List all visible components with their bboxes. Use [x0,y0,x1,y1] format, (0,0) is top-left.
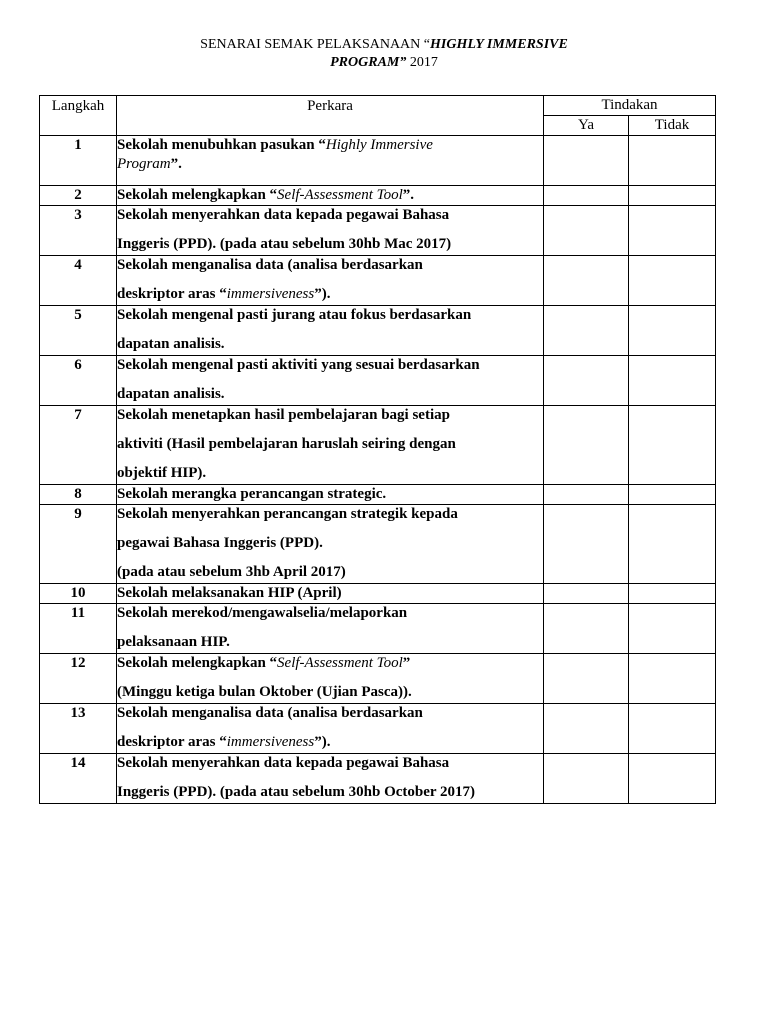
no-checkbox-cell[interactable] [629,485,716,505]
table-row [40,505,716,584]
table-row [40,604,716,654]
item-text-line: pegawai Bahasa Inggeris (PPD). [117,535,323,551]
no-checkbox-cell[interactable] [629,306,716,356]
title-emphasis-1: HIGHLY IMMERSIVE [430,37,568,52]
document-title [0,36,768,72]
item-text [117,186,544,206]
title-emphasis-2: PROGRAM” [330,55,407,70]
header-yes: Ya [544,116,629,136]
item-text-line: Sekolah menganalisa data (analisa berdasarkan [117,257,423,273]
no-checkbox-cell[interactable] [629,584,716,604]
no-checkbox-cell[interactable] [629,754,716,804]
table-row [40,306,716,356]
no-checkbox-cell[interactable] [629,256,716,306]
item-text-part: ”). [314,286,331,302]
header-item: Perkara [117,96,544,136]
step-number: 10 [40,584,117,604]
table-row [40,186,716,206]
item-text-line: Inggeris (PPD). (pada atau sebelum 30hb Mac 2017) [117,236,452,252]
step-number: 6 [40,356,117,406]
header-row [40,96,716,116]
step-number: 9 [40,505,117,584]
item-text-line: Sekolah menyerahkan data kepada pegawai Bahasa [117,207,450,223]
no-checkbox-cell[interactable] [629,406,716,485]
header-action: Tindakan [544,96,716,116]
step-number: 12 [40,654,117,704]
item-text-part: Sekolah menubuhkan pasukan “ [117,137,326,153]
item-text-line: dapatan analisis. [117,386,225,402]
table-row [40,754,716,804]
yes-checkbox-cell[interactable] [544,654,629,704]
item-text [117,136,544,186]
item-text-italic: immersiveness [226,734,315,750]
item-text-line: Sekolah menetapkan hasil pembelajaran bagi setiap [117,407,450,423]
yes-checkbox-cell[interactable] [544,505,629,584]
item-text [117,256,544,306]
no-checkbox-cell[interactable] [629,186,716,206]
item-text-line: Sekolah menganalisa data (analisa berdasarkan [117,705,423,721]
step-number: 4 [40,256,117,306]
yes-checkbox-cell[interactable] [544,256,629,306]
no-checkbox-cell[interactable] [629,356,716,406]
table-row [40,136,716,186]
table-row [40,704,716,754]
title-line-1 [0,36,768,54]
table-row [40,356,716,406]
title-line-2 [0,54,768,72]
item-text [117,754,544,804]
yes-checkbox-cell[interactable] [544,584,629,604]
no-checkbox-cell[interactable] [629,136,716,186]
table-row [40,256,716,306]
yes-checkbox-cell[interactable] [544,306,629,356]
item-text-line: Sekolah merangka perancangan strategic. [117,486,387,502]
yes-checkbox-cell[interactable] [544,136,629,186]
step-number: 11 [40,604,117,654]
item-text-part: ” [402,655,411,671]
item-text-line: aktiviti (Hasil pembelajaran haruslah seiring dengan [117,436,456,452]
item-text [117,485,544,505]
item-text-line: Sekolah mengenal pasti jurang atau fokus berdasarkan [117,307,472,323]
yes-checkbox-cell[interactable] [544,206,629,256]
checklist-table [39,95,716,804]
item-text-part: Sekolah melengkapkan “ [117,655,278,671]
item-text-part: ”. [402,187,414,203]
item-text-line: Sekolah menyerahkan data kepada pegawai Bahasa [117,755,450,771]
step-number: 2 [40,186,117,206]
step-number: 1 [40,136,117,186]
no-checkbox-cell[interactable] [629,604,716,654]
item-text [117,604,544,654]
table-row [40,206,716,256]
title-prefix: SENARAI SEMAK PELAKSANAAN “ [200,37,430,52]
table-row [40,584,716,604]
item-text-line: Inggeris (PPD). (pada atau sebelum 30hb October 2017) [117,784,476,800]
step-number: 14 [40,754,117,804]
item-text [117,206,544,256]
step-number: 3 [40,206,117,256]
no-checkbox-cell[interactable] [629,505,716,584]
item-text-part: ”. [170,156,182,172]
item-text-italic: Self-Assessment Tool [277,655,403,671]
item-text-part: Sekolah melengkapkan “ [117,187,278,203]
item-text-italic: Self-Assessment Tool [277,187,403,203]
step-number: 8 [40,485,117,505]
yes-checkbox-cell[interactable] [544,704,629,754]
item-text [117,704,544,754]
title-suffix: 2017 [406,55,438,70]
step-number: 13 [40,704,117,754]
step-number: 5 [40,306,117,356]
item-text-italic: Program [117,156,171,172]
table-row [40,485,716,505]
item-text [117,306,544,356]
header-step: Langkah [40,96,117,136]
item-text [117,505,544,584]
item-text-line: Sekolah melaksanakan HIP (April) [117,585,342,601]
item-text [117,654,544,704]
item-text-line: (Minggu ketiga bulan Oktober (Ujian Pasca)). [117,684,412,700]
item-text-line: objektif HIP). [117,465,207,481]
yes-checkbox-cell[interactable] [544,186,629,206]
yes-checkbox-cell[interactable] [544,356,629,406]
item-text-line: (pada atau sebelum 3hb April 2017) [117,564,346,580]
header-no: Tidak [629,116,716,136]
yes-checkbox-cell[interactable] [544,406,629,485]
item-text-part: ”). [314,734,331,750]
item-text-line: Sekolah merekod/mengawalselia/melaporkan [117,605,408,621]
item-text-line: pelaksanaan HIP. [117,634,230,650]
table-row [40,654,716,704]
item-text-line: Sekolah menyerahkan perancangan strategik kepada [117,506,458,522]
step-number: 7 [40,406,117,485]
item-text [117,406,544,485]
yes-checkbox-cell[interactable] [544,754,629,804]
yes-checkbox-cell[interactable] [544,485,629,505]
item-text [117,584,544,604]
item-text-italic: Highly Immersive [325,137,433,153]
item-text-part: deskriptor aras “ [117,286,227,302]
no-checkbox-cell[interactable] [629,654,716,704]
item-text-line: Sekolah mengenal pasti aktiviti yang sesuai berdasarkan [117,357,480,373]
no-checkbox-cell[interactable] [629,704,716,754]
item-text-line: dapatan analisis. [117,336,225,352]
no-checkbox-cell[interactable] [629,206,716,256]
item-text-part: deskriptor aras “ [117,734,227,750]
table-row [40,406,716,485]
yes-checkbox-cell[interactable] [544,604,629,654]
item-text-italic: immersiveness [226,286,315,302]
item-text [117,356,544,406]
